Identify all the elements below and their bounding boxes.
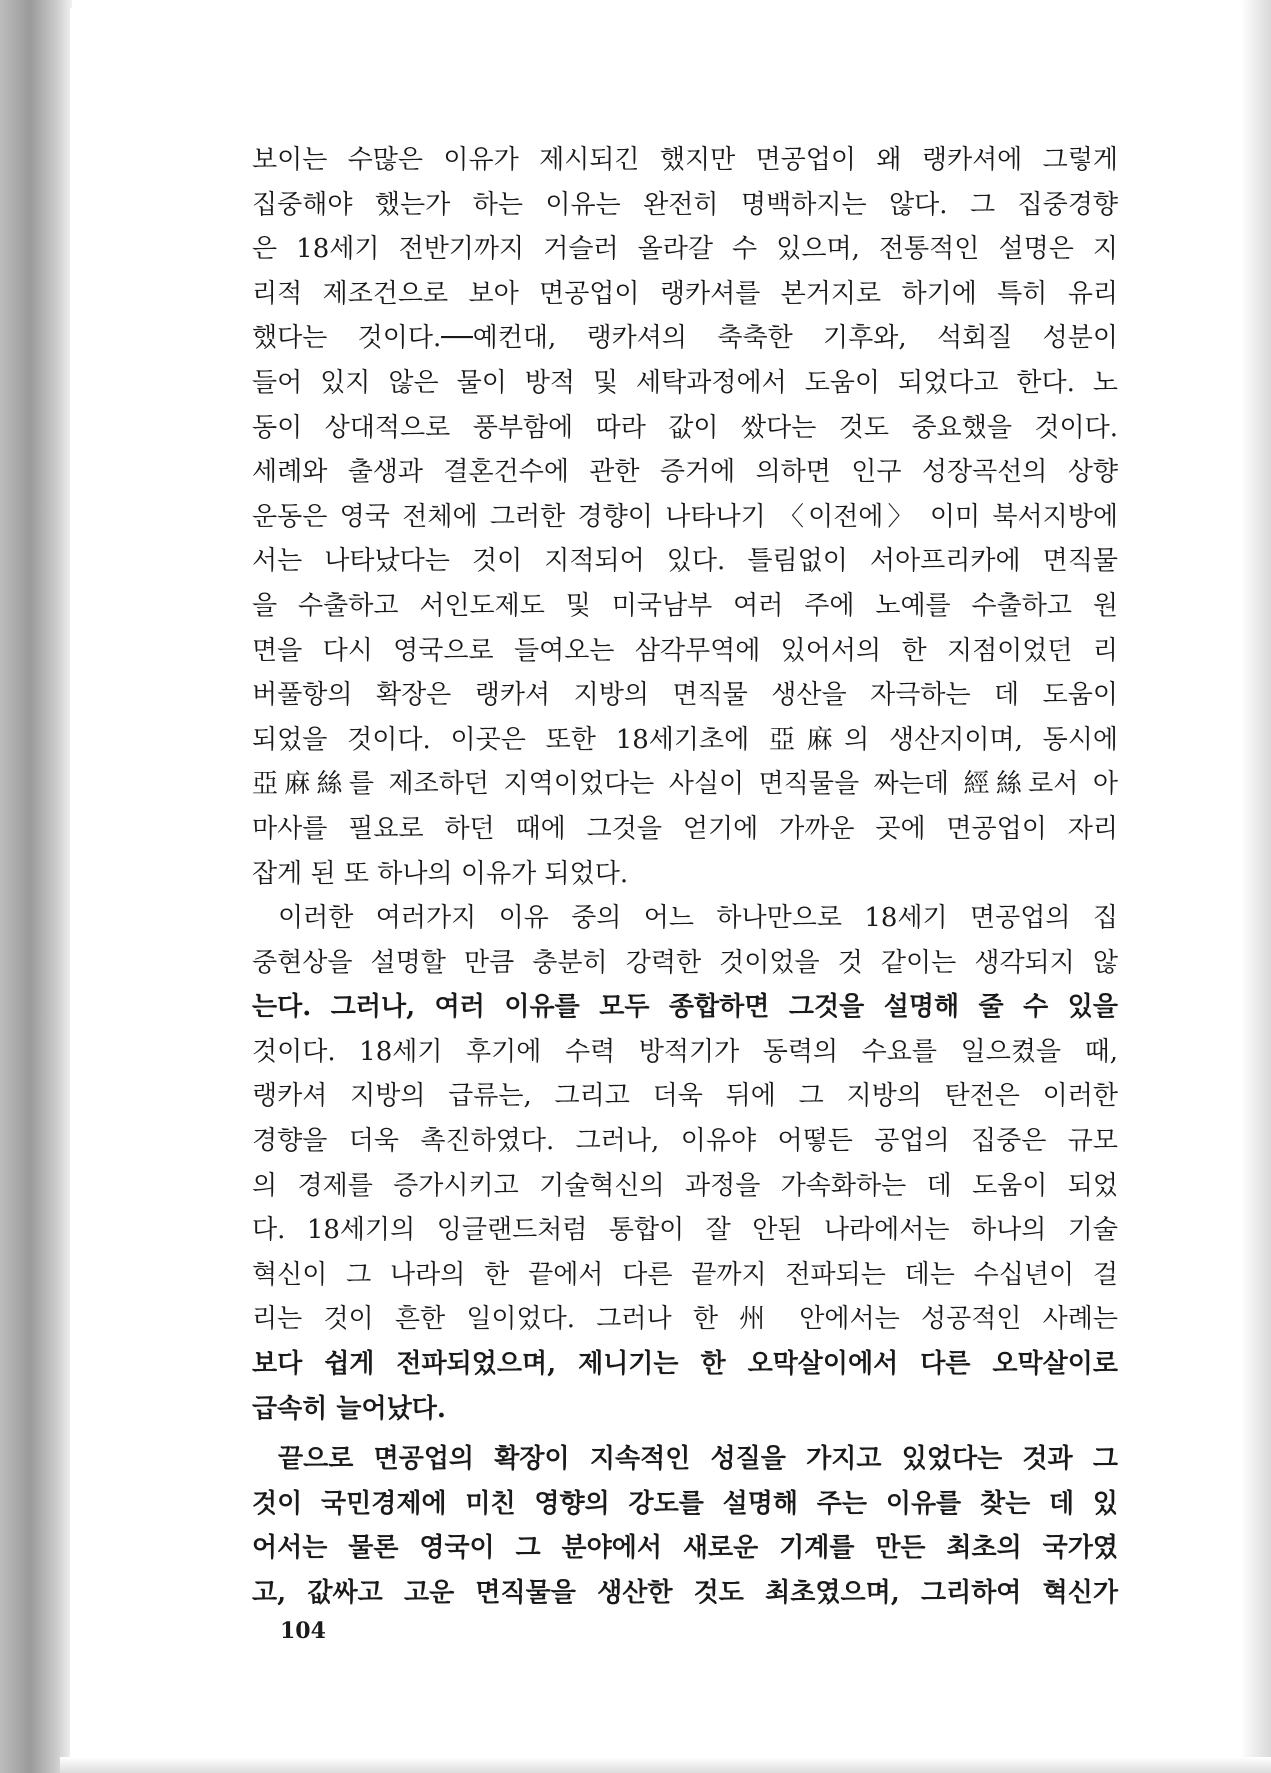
page-edge-shadow-right <box>1241 0 1271 1773</box>
text-line: 마사를 필요로 하던 때에 그것을 얻기에 가까운 곳에 면공업이 자리 <box>252 813 1118 844</box>
text-line: 되었을 것이다. 이곳은 또한 18세기초에 亞麻의 생산지이며, 동시에 <box>252 724 1118 755</box>
text-line: 는다. 그러나, 여러 이유를 모두 종합하면 그것을 설명해 줄 수 있을 <box>252 992 1118 1023</box>
text-line: 서는 나타났다는 것이 지적되어 있다. 틀림없이 서아프리카에 면직물 <box>252 546 1118 577</box>
text-line: 중현상을 설명할 만큼 충분히 강력한 것이었을 것 같이는 생각되지 않 <box>252 947 1118 978</box>
text-line: 경향을 더욱 촉진하였다. 그러나, 이유야 어떻든 공업의 집중은 규모 <box>252 1126 1118 1157</box>
text-line: 운동은 영국 전체에 그러한 경향이 나타나기 〈이전에〉 이미 북서지방에 <box>252 501 1118 532</box>
text-line: 면을 다시 영국으로 들여오는 삼각무역에 있어서의 한 지점이었던 리 <box>252 635 1118 666</box>
text-line: 亞麻絲를 제조하던 지역이었다는 사실이 면직물을 짜는데 經絲로서 아 <box>252 769 1118 800</box>
text-line: 혁신이 그 나라의 한 끝에서 다른 끝까지 전파되는 데는 수십년이 걸 <box>252 1259 1118 1290</box>
text-line: 잡게 된 또 하나의 이유가 되었다. <box>252 858 629 889</box>
text-line: 집중해야 했는가 하는 이유는 완전히 명백하지는 않다. 그 집중경향 <box>252 189 1118 220</box>
text-line: 리는 것이 흔한 일이었다. 그러나 한 州 안에서는 성공적인 사례는 <box>252 1304 1118 1335</box>
text-line: 을 수출하고 서인도제도 및 미국남부 여러 주에 노예를 수출하고 원 <box>252 590 1118 621</box>
text-line: 했다는 것이다.──예컨대, 랭카셔의 축축한 기후와, 석회질 성분이 <box>252 323 1118 354</box>
paragraph-2 <box>252 896 1118 1431</box>
paragraph-1 <box>252 138 1118 896</box>
text-line: 것이다. 18세기 후기에 수력 방적기가 동력의 수요를 일으켰을 때, <box>252 1036 1118 1067</box>
page-edge-shadow-bottom <box>60 1757 1271 1773</box>
text-line: 랭카셔 지방의 급류는, 그리고 더욱 뒤에 그 지방의 탄전은 이러한 <box>252 1081 1118 1112</box>
page-edge-shadow-left <box>0 0 72 1773</box>
paragraph-3 <box>252 1437 1118 1615</box>
text-line: 동이 상대적으로 풍부함에 따라 값이 쌌다는 것도 중요했을 것이다. <box>252 412 1118 443</box>
text-line: 리적 제조건으로 보아 면공업이 랭카셔를 본거지로 하기에 특히 유리 <box>252 278 1118 309</box>
text-line: 이러한 여러가지 이유 중의 어느 하나만으로 18세기 면공업의 집 <box>278 903 1118 934</box>
text-line: 보다 쉽게 전파되었으며, 제니기는 한 오막살이에서 다른 오막살이로 <box>252 1349 1118 1380</box>
text-line: 세례와 출생과 결혼건수에 관한 증거에 의하면 인구 성장곡선의 상향 <box>252 457 1118 488</box>
text-line: 어서는 물론 영국이 그 분야에서 새로운 기계를 만든 최초의 국가였 <box>252 1533 1118 1564</box>
text-line: 들어 있지 않은 물이 방적 및 세탁과정에서 도움이 되었다고 한다. 노 <box>252 367 1118 398</box>
text-line: 고, 값싸고 고운 면직물을 생산한 것도 최초였으며, 그리하여 혁신가 <box>252 1578 1118 1608</box>
page-number: 104 <box>280 1618 326 1644</box>
text-line: 의 경제를 증가시키고 기술혁신의 과정을 가속화하는 데 도움이 되었 <box>252 1170 1118 1201</box>
text-line: 은 18세기 전반기까지 거슬러 올라갈 수 있으며, 전통적인 설명은 지 <box>252 234 1118 265</box>
text-line: 끝으로 면공업의 확장이 지속적인 성질을 가지고 있었다는 것과 그 <box>278 1444 1118 1475</box>
text-line: 버풀항의 확장은 랭카셔 지방의 면직물 생산을 자극하는 데 도움이 <box>252 680 1118 711</box>
body-text <box>252 138 1118 1616</box>
text-line: 것이 국민경제에 미친 영향의 강도를 설명해 주는 이유를 찾는 데 있 <box>252 1488 1118 1519</box>
text-line: 급속히 늘어났다. <box>252 1393 446 1424</box>
text-line: 보이는 수많은 이유가 제시되긴 했지만 면공업이 왜 랭카셔에 그렇게 <box>252 145 1118 175</box>
text-line: 다. 18세기의 잉글랜드처럼 통합이 잘 안된 나라에서는 하나의 기술 <box>252 1215 1118 1246</box>
